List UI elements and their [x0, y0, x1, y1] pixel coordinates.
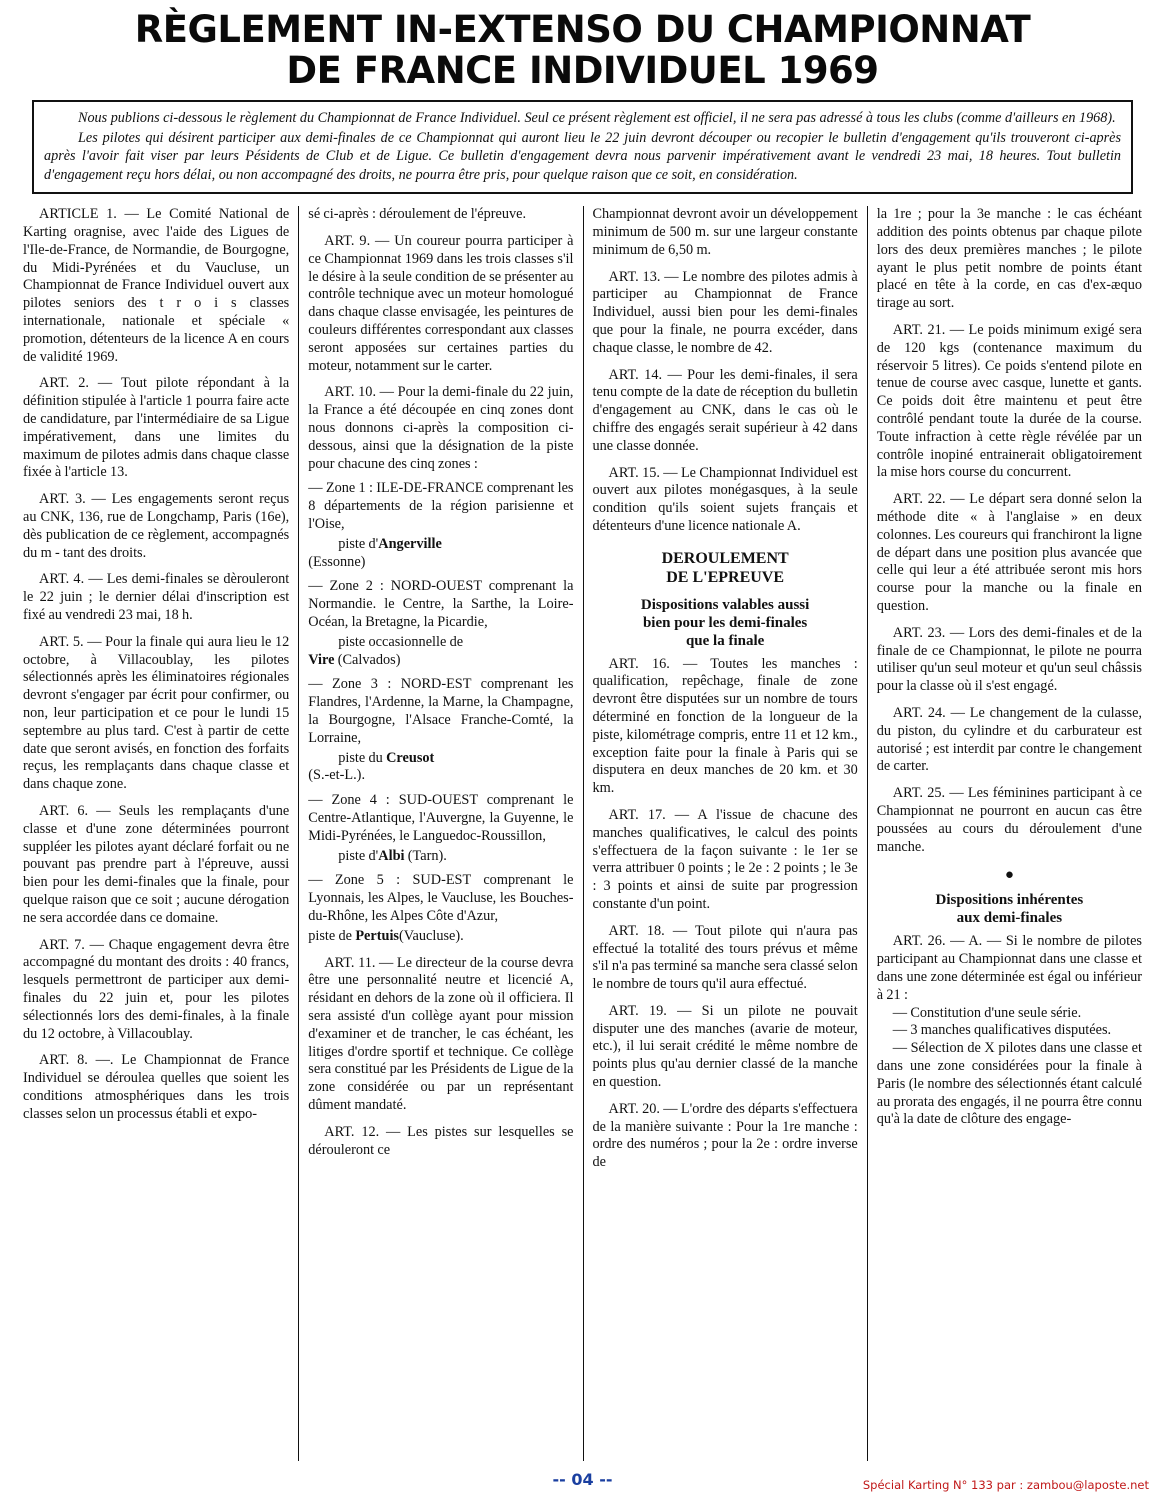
- section-heading-line-2: DE L'EPREUVE: [666, 568, 785, 586]
- zone-2-track-name: Vire: [308, 651, 335, 668]
- article-5: ART. 5. — Pour la finale qui aura lieu le 12 octobre, à Villacoublay, les pilotes sélectionnés après les éliminatoires régionales devront s'engager par écrit pour confirmer, ou non, leur participation et ce pour le lundi 15 septembre au plus tard. C'est à partir de cette date que seront avisés, en fonction des forfaits reçus, les remplaçants dans chaque classe et dans chaque zone.: [23, 633, 290, 793]
- zone-5: — Zone 5 : SUD-EST comprenant le Lyonnais, les Alpes, le Vaucluse, les Bouches-du-Rhône, les Alpes Côte d'Azur,: [308, 872, 574, 924]
- article-23: ART. 23. — Lors des demi-finales et de la finale de ce Championnat, le pilote ne pourra utiliser qu'un seul moteur et qu'un seul châssis pour la classe où il s'est engagé.: [876, 624, 1142, 695]
- article-14: ART. 14. — Pour les demi-finales, il sera tenu compte de la date de réception du bulletin d'engagement au CNK, dans le cas où le chiffre des engagés serait supérieur à 42 dans une classe donnée.: [592, 366, 858, 454]
- column-1: [14, 206, 298, 1461]
- zone-1-track: [308, 536, 573, 572]
- article-3: ART. 3. — Les engagements seront reçus au CNK, 136, rue de Longchamp, Paris (16e), dès publication de ce règlement, accompagnés du m - tant des droits.: [23, 491, 290, 561]
- subheading-line-3: que la finale: [685, 632, 765, 649]
- article-columns: [14, 206, 1151, 1461]
- zone-4-track-name: Albi: [378, 847, 405, 864]
- zone-5-track: [308, 928, 573, 946]
- zone-3-track-dept: (S.-et-L.).: [308, 767, 366, 784]
- zone-3-track-prefix: piste du: [338, 749, 383, 766]
- subheading-line-2: bien pour les demi-finales: [642, 614, 808, 631]
- title-line-1: RÈGLEMENT IN-EXTENSO DU CHAMPIONNAT: [134, 8, 1031, 51]
- zone-4-track-prefix: piste d': [338, 847, 379, 864]
- zone-5-track-name: Pertuis: [355, 927, 399, 944]
- zone-1-track-prefix: piste d': [338, 535, 379, 552]
- zone-3: — Zone 3 : NORD-EST comprenant les Flandres, l'Ardenne, la Marne, la Champagne, la Bourgogne, l'Alsace Franche-Comté, la Lorraine,: [308, 676, 574, 746]
- article-15: ART. 15. — Le Championnat Individuel est ouvert aux pilotes monégasques, à la seule condition qu'ils soient sujets français et détenteurs d'une licence nationale A.: [592, 464, 858, 534]
- article-22: ART. 22. — Le départ sera donné selon la méthode dite « à l'anglaise » en deux colonnes. Les coureurs qui franchiront la ligne de départ dans une position plus avancée que celle qui leur a été attribuée seront mis hors course pour la manche ou la finale en question.: [876, 491, 1142, 614]
- article-17: ART. 17. — A l'issue de chacune des manches qualificatives, le calcul des points s'effectuera de la façon suivante : le 1er se verra attribuer 0 points ; le 2e : 2 points ; le 3e : 3 points et ainsi de suite par progression constante d'un point.: [592, 806, 858, 912]
- article-24: ART. 24. — Le changement de la culasse, du piston, du cylindre et du carburateur est autorisé ; est interdit par contre le changement de carter.: [876, 704, 1142, 775]
- intro-paragraph-2: Les pilotes qui désirent participer aux demi-finales de ce Championnat qui auront lieu le 22 juin devront découper ou recopier le bulletin d'engagement qu'ils trouveront ci-après après l'avoir fait viser par leurs Pésidents de Club et de Ligue. Ce bulletin d'engagement devra nous parvenir impérativement avant le vendredi 23 mai, 18 heures. Tout bulletin d'engagement reçu hors délai, ou non accompagné des droits, ne pourra être pris, pour quelque raison que ce soit, en considération.: [44, 129, 1121, 183]
- title-line-2: DE FRANCE INDIVIDUEL 1969: [286, 49, 879, 93]
- zone-1-track-dept: (Essonne): [308, 553, 366, 570]
- subheading-line-1: Dispositions valables aussi: [640, 596, 810, 613]
- article-11: ART. 11. — Le directeur de la course devra être une personnalité neutre et licencié A, résidant en dehors de la zone où il officiera. Il sera assisté d'un collège ayant pour mission d'examiner et de trancher, le cas échéant, les litiges d'ordre sportif et technique. Ce collège sera constitué par les Présidents de Ligue de la zone considérée ou par un représentant dûment mandaté.: [308, 954, 574, 1113]
- article-21: ART. 21. — Le poids minimum exigé sera de 120 kgs (contenance maximum du réservoir 5 litres). Ce poids s'entend pilote en tenue de course avec casque, lunette et gants. Ce poids doit être maintenu et peut être contrôlé pendant toute la durée de la course. Toute infraction à cette règle révélée par un contrôle inopiné entrainerait obligatoirement la mise hors course du concurrent.: [876, 322, 1142, 481]
- zone-2-track: [308, 634, 573, 670]
- article-26-item-2: — 3 manches qualificatives disputées.: [892, 1022, 1112, 1039]
- page-number: -- 04 --: [552, 1470, 613, 1489]
- bullet-separator-icon: ●: [1004, 867, 1014, 884]
- demi-subheading-line-1: Dispositions inhérentes: [935, 892, 1084, 909]
- zone-4: — Zone 4 : SUD-OUEST comprenant le Centre-Atlantique, l'Auvergne, la Guyenne, le Midi-Pyrénées, le Languedoc-Roussillon,: [308, 792, 574, 844]
- article-26: ART. 26. — A. — Si le nombre de pilotes participant au Championnat dans une classe et dans une zone déterminée est égal ou inférieur à 21 :: [876, 933, 1142, 1003]
- zone-2-track-prefix: piste occasionnelle de: [338, 633, 464, 650]
- zone-3-track: [308, 750, 573, 786]
- article-8-continued: sé ci-après : déroulement de l'épreuve.: [308, 206, 527, 223]
- page-footer: [0, 1470, 1165, 1492]
- article-16: ART. 16. — Toutes les manches : qualification, repêchage, finale de zone devront être disputées sur un nombre de tours déterminé en fonction de la longueur de la piste, kilométrage compris, entre 11 et 12 km., exception faite pour la finale à Paris qui se disputera en deux manches de 20 km. et 30 km.: [592, 655, 858, 797]
- zone-1-track-name: Angerville: [378, 535, 442, 552]
- section-heading-deroulement: [593, 550, 858, 588]
- article-4: ART. 4. — Les demi-finales se dèrouleront le 22 juin ; le dernier délai d'inscription est fixé au vendredi 23 mai, 18 h.: [23, 571, 290, 623]
- scan-credit: Spécial Karting N° 133 par : zambou@laposte.net: [862, 1478, 1149, 1492]
- article-12-continued: Championnat devront avoir un développement minimum de 500 m. sur une largeur constante minimum de 6,50 m.: [592, 206, 858, 258]
- demi-subheading-line-2: aux demi-finales: [956, 910, 1063, 927]
- article-10: ART. 10. — Pour la demi-finale du 22 juin, la France a été découpée en cinq zones dont nous donnons ci-après la composition ci-dessous, ainsi que la désignation de la piste pour chacune des cinq zones :: [308, 384, 574, 472]
- article-6: ART. 6. — Seuls les remplaçants d'une classe et d'une zone déterminées pourront suppléer les pilotes ayant déclaré forfait ou ne pouvant pas prendre part à l'épreuve, aussi bien pour les demi-finales que la finale, pour quelque raison que ce soit ; aucune dérogation ne sera accordée dans ce domaine.: [23, 802, 290, 926]
- article-25: ART. 25. — Les féminines participant à ce Championnat ne pourront en aucun cas être poussées au cours du déroulement d'une manche.: [876, 785, 1142, 855]
- article-19: ART. 19. — Si un pilote ne pouvait disputer une des manches (avarie de moteur, etc.), il lui serait crédité le même nombre de points plus qu'au dernier classé de la manche en question.: [592, 1002, 858, 1091]
- article-26-item-1: — Constitution d'une seule série.: [892, 1004, 1082, 1021]
- article-20-continued: la 1re ; pour la 3e manche : le cas échéant addition des points obtenus par chaque pilote lors des deux premières manches ; le pilote ayant le plus petit nombre de points étant placé en tête à la corde, en cas d'ex-æquo tirage au sort.: [876, 206, 1142, 312]
- article-9: ART. 9. — Un coureur pourra participer à ce Championnat 1969 dans les trois classes s'il le désire à la seule condition de se présenter au contrôle technique avec un moteur homologué dans chaque classe envisagée, les peintures de couleurs différentes correspondant aux classes seront apposées sur certaines parties du moteur, notamment sur le carter.: [308, 233, 574, 374]
- column-3: [583, 206, 867, 1461]
- zone-2: — Zone 2 : NORD-OUEST comprenant la Normandie. le Centre, la Sarthe, la Loire-Océan, la Bretagne, la Picardie,: [308, 578, 574, 630]
- zone-4-track-dept: (Tarn).: [407, 847, 447, 864]
- article-1: ARTICLE 1. — Le Comité National de Karting oragnise, avec l'aide des Ligues de l'Ile-de-France, de Normandie, de Bourgogne, du Midi-Pyrénées et du Vaucluse, un Championnat de France Individuel ouvert aux pilotes seniors des t r o i s classes internationale, nationale et spéciale « promotion, détenteurs de la licence A en cours de validité 1969.: [23, 206, 290, 365]
- column-4: [867, 206, 1151, 1461]
- column-2: [298, 206, 582, 1461]
- zone-5-track-prefix: piste de: [308, 927, 353, 944]
- section-subheading-dispositions: [593, 596, 858, 650]
- article-13: ART. 13. — Le nombre des pilotes admis à participer au Championnat de France Individuel, aussi bien pour les demi-finales que pour la finale, ne pourra excéder, dans chaque classe, le nombre de 42.: [592, 268, 858, 356]
- article-26-item-3: — Sélection de X pilotes dans une classe et dans une zone considérées pour la finale à Paris (le nombre des sélectionnés étant calculé au prorata des engagés, il ne pourra être connu qu'à la date de clôture des engage-: [876, 1040, 1142, 1128]
- article-2: ART. 2. — Tout pilote répondant à la définition stipulée à l'article 1 pourra faire acte de candidature, par l'intermédiaire de sa Ligue impérativement, dans une limites du maximum de pilotes admis dans chaque classe fixée à l'article 13.: [23, 375, 290, 481]
- article-18: ART. 18. — Tout pilote qui n'aura pas effectué la totalité des tours prévus et même s'il n'a pas terminé sa manche sera classé selon le nombre de tours qu'il aura effectué.: [592, 922, 858, 993]
- intro-paragraph-1: Nous publions ci-dessous le règlement du Championnat de France Individuel. Seul ce présent règlement est officiel, il ne sera pas adressé à tous les clubs (comme d'ailleurs en 1968).: [78, 110, 1116, 127]
- page-title: [14, 8, 1151, 93]
- article-8: ART. 8. —. Le Championnat de France Individuel se déroulea quelles que soient les conditions atmosphériques dans les trois classes selon un processus établi et expo-: [23, 1052, 290, 1122]
- section-subheading-demi-finales: [877, 891, 1142, 927]
- zone-3-track-name: Creusot: [386, 749, 435, 766]
- section-heading-line-1: DEROULEMENT: [661, 549, 789, 567]
- zone-4-track: [308, 848, 573, 866]
- article-7: ART. 7. — Chaque engagement devra être accompagné du montant des droits : 40 francs, lesquels permettront de participer aux demi-finales du 22 juin et, pour les pilotes sélectionnés lors des demi-finales, à la finale du 12 octobre, à Villacoublay.: [23, 936, 290, 1042]
- article-12: ART. 12. — Les pistes sur lesquelles se dérouleront ce: [308, 1123, 574, 1158]
- zone-1: — Zone 1 : ILE-DE-FRANCE comprenant les 8 départements de la région parisienne et l'Oise,: [308, 480, 574, 532]
- article-20: ART. 20. — L'ordre des départs s'effectuera de la manière suivante : Pour la 1re manche : ordre des numéros ; pour la 2e : ordre inverse de: [592, 1100, 858, 1171]
- zone-5-track-dept: (Vaucluse).: [399, 927, 464, 944]
- intro-box: [32, 100, 1133, 194]
- zone-2-track-dept: (Calvados): [337, 651, 401, 668]
